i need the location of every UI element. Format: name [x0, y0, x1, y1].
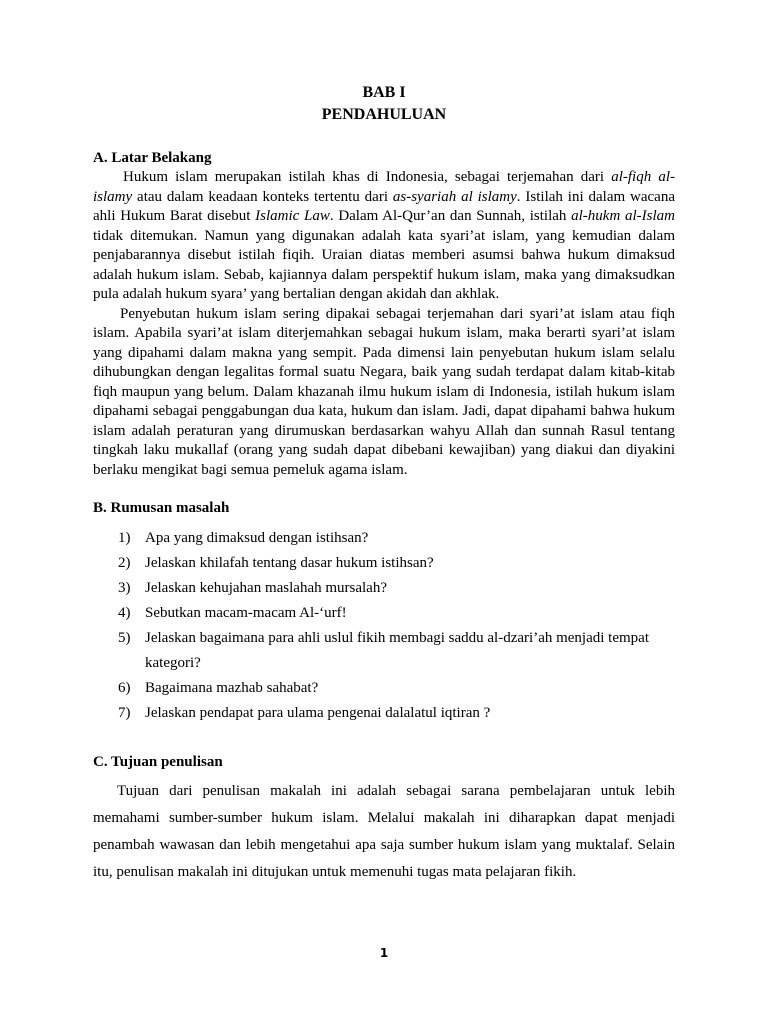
list-text: Jelaskan khilafah tentang dasar hukum istihsan? [145, 555, 434, 571]
section-c-paragraph-1: Tujuan dari penulisan makalah ini adalah sebagai sarana pembelajaran untuk lebih memahami sumber-sumber hukum islam. Melalui makalah ini diharapkan dapat menjadi penambah wawasan dan lebih mengetahui apa saja sumber hukum islam yang muktalaf. Selain itu, penulisan makalah ini ditujukan untuk memenuhi tugas mata pelajaran fikih. [93, 783, 675, 880]
list-text: Jelaskan bagaimana para ahli uslul fikih membagi saddu al-dzari’ah menjadi tempat kategori? [145, 630, 649, 671]
list-number: 5) [118, 630, 131, 646]
list-item [93, 601, 675, 626]
list-number: 4) [118, 605, 131, 621]
italic-term: al-fiqh al-islamy [93, 169, 675, 205]
list-text: Jelaskan pendapat para ulama pengenai dalalatul iqtiran ? [145, 705, 491, 721]
section-a-heading: A. Latar Belakang [93, 150, 212, 166]
text-run: . Dalam Al-Qur’an dan Sunnah, istilah [329, 208, 572, 224]
list-text: Apa yang dimaksud dengan istihsan? [145, 530, 369, 546]
list-number: 1) [118, 530, 131, 546]
section-a-paragraph-2: Penyebutan hukum islam sering dipakai sebagai terjemahan dari syari’at islam atau fiqh islam. Apabila syari’at islam diterjemahkan sebagai hukum islam, maka berarti syari’at islam yang dipahami dalam makna yang sempit. Pada dimensi lain penyebutan hukum islam selalu dihubungkan dengan legalitas formal suatu Negara, baik yang sudah terdapat dalam kitab-kitab fiqh maupun yang belum. Dalam khazanah ilmu hukum islam di Indonesia, istilah hukum islam dipahami sebagai penggabungan dua kata, hukum dan islam. Jadi, dapat dipahami bahwa hukum islam adalah peraturan yang dirumuskan berdasarkan wahyu Allah dan sunnah Rasul tentang tingkah laku mukallaf (orang yang sudah dapat dibebani kewajiban) yang diakui dan diyakini berlaku mengikat bagi semua pemeluk agama islam. [93, 305, 675, 478]
text-run: . Istilah ini dalam wacana ahli Hukum Barat disebut [93, 188, 675, 224]
list-item [93, 526, 675, 551]
section-c-heading: C. Tujuan penulisan [93, 754, 223, 770]
chapter-name: PENDAHULUAN [321, 106, 447, 123]
list-item [93, 551, 675, 576]
list-item [93, 701, 675, 726]
italic-term: as-syariah al islamy [392, 188, 517, 205]
list-text: Sebutkan macam-macam Al-‘urf! [145, 605, 347, 621]
document-page [93, 82, 675, 886]
list-text: Jelaskan kehujahan maslahah mursalah? [145, 580, 387, 596]
page-number: 1 [379, 946, 389, 960]
list-text: Bagaimana mazhab sahabat? [145, 680, 319, 696]
list-number: 6) [118, 680, 131, 696]
section-a-paragraph-1 [93, 168, 675, 305]
list-number: 3) [118, 580, 131, 596]
text-run: tidak ditemukan. Namun yang digunakan adalah kata syari’at islam, yang kemudian dalam penjabarannya disebut istilah fiqih. Uraian diatas memberi asumsi bahwa hukum dimaksud adalah hukum islam. Sebab, kajiannya dalam perspektif hukum islam, maka yang dimaksudkan pula adalah hukum syara’ yang bertalian dengan akidah dan akhlak. [93, 227, 675, 302]
list-item [93, 576, 675, 601]
chapter-title [93, 82, 675, 126]
problem-list [93, 526, 675, 726]
list-number: 7) [118, 705, 131, 721]
list-item [93, 626, 675, 676]
list-number: 2) [118, 555, 131, 571]
section-b-heading: B. Rumusan masalah [93, 500, 230, 516]
italic-term: al-hukm al-Islam [571, 208, 675, 224]
text-run: Hukum islam merupakan istilah khas di Indonesia, sebagai terjemahan dari [123, 169, 612, 185]
italic-term: Islamic Law [255, 208, 330, 224]
chapter-number: BAB I [362, 84, 406, 101]
list-item [93, 676, 675, 701]
text-run: atau dalam keadaan konteks tertentu dari [132, 188, 393, 205]
